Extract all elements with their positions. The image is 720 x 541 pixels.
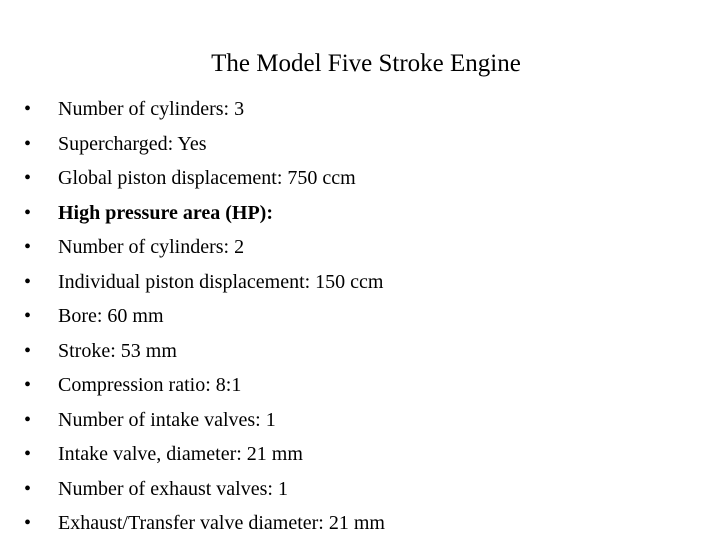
bullet-icon: • xyxy=(24,98,32,120)
bullet-text: Supercharged: Yes xyxy=(58,132,207,155)
bullet-text: High pressure area (HP): xyxy=(58,201,273,224)
bullet-icon: • xyxy=(24,477,32,500)
bullet-icon: • xyxy=(24,512,32,534)
bullet-text: Stroke: 53 mm xyxy=(58,339,177,362)
bullet-icon: • xyxy=(24,339,32,362)
slide-title: The Model Five Stroke Engine xyxy=(211,50,521,77)
bullet-text: Compression ratio: 8:1 xyxy=(58,374,242,396)
bullet-text: Bore: 60 mm xyxy=(58,305,164,327)
bullet-icon: • xyxy=(24,374,32,396)
bullet-icon: • xyxy=(24,408,32,431)
bullet-icon: • xyxy=(24,132,32,155)
bullet-text: Number of exhaust valves: 1 xyxy=(58,477,288,500)
bullet-icon: • xyxy=(24,236,32,258)
bullet-text: Exhaust/Transfer valve diameter: 21 mm xyxy=(58,512,385,534)
bullet-text: Number of cylinders: 2 xyxy=(58,236,245,258)
bullet-icon: • xyxy=(24,443,32,465)
bullet-icon: • xyxy=(24,201,32,224)
bullet-icon: • xyxy=(24,270,32,293)
bullet-text: Global piston displacement: 750 ccm xyxy=(58,167,356,189)
bullet-text: Individual piston displacement: 150 ccm xyxy=(58,270,384,293)
bullet-text: Number of cylinders: 3 xyxy=(58,98,245,120)
bullet-icon: • xyxy=(24,305,32,327)
bullet-icon: • xyxy=(24,167,32,189)
bullet-text: Intake valve, diameter: 21 mm xyxy=(58,443,303,465)
bullet-text: Number of intake valves: 1 xyxy=(58,408,276,431)
